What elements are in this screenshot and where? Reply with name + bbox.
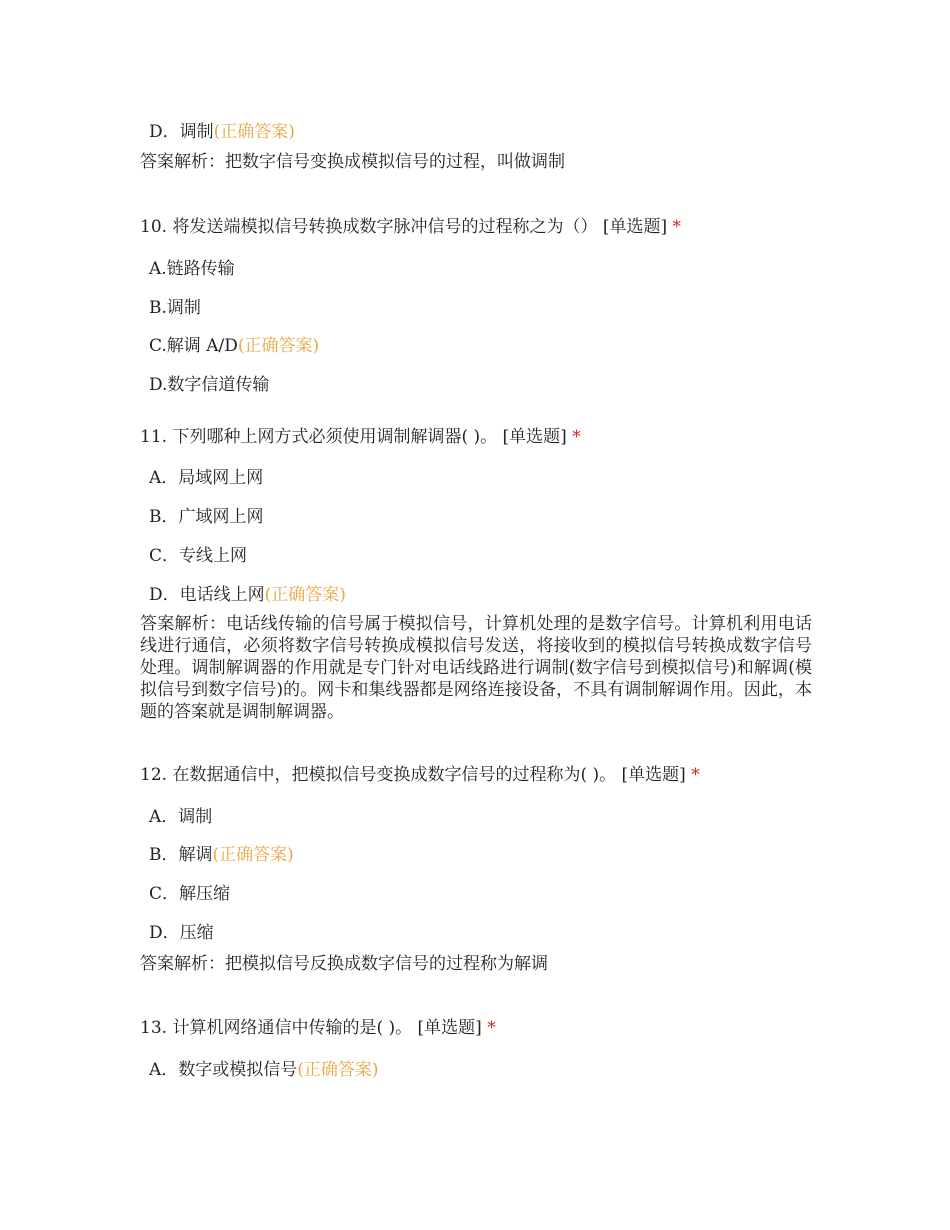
q11-explanation: 答案解析：电话线传输的信号属于模拟信号，计算机处理的是数字信号。计算机利用电话线进行通信，必须将数字信号转换成模拟信号发送，将接收到的模拟信号转换成数字信号处理。调制解调器的作用就是专门针对电话线路进行调制(数字信号到模拟信号)和解调(模拟信号到数字信号)的。网卡和集线器都是网络连接设备，不具有调制解调作用。因此，本题的答案就是调制解调器。 — [140, 614, 812, 722]
q10-option-c — [149, 336, 319, 356]
option-text: D．调制 — [149, 122, 214, 142]
q12-option-b — [149, 845, 294, 865]
question-text: 12. 在数据通信中，把模拟信号变换成数字信号的过程称为( )。 [单选题] — [140, 765, 686, 785]
q11-option-b: B．广域网上网 — [149, 507, 264, 527]
option-text: B．解调 — [149, 845, 213, 865]
q13-option-a — [149, 1060, 379, 1080]
prev-option-d — [149, 122, 295, 142]
q12-option-c: C．解压缩 — [149, 884, 231, 904]
question-12-title — [140, 765, 700, 785]
question-text: 13. 计算机网络通信中传输的是( )。 [单选题] — [140, 1018, 482, 1038]
q10-option-a: A.链路传输 — [149, 259, 235, 279]
question-text: 11. 下列哪种上网方式必须使用调制解调器( )。 [单选题] — [140, 427, 567, 447]
question-13-title — [140, 1018, 496, 1038]
q11-option-d — [149, 585, 346, 605]
option-text: D．电话线上网 — [149, 585, 265, 605]
q10-option-b: B.调制 — [149, 298, 201, 318]
q12-option-d: D．压缩 — [149, 923, 214, 943]
q11-option-c: C．专线上网 — [149, 546, 248, 566]
required-mark: * — [572, 427, 581, 447]
question-11-title — [140, 427, 581, 447]
question-10-title — [140, 217, 681, 237]
correct-answer-label: (正确答案) — [297, 1060, 379, 1080]
correct-answer-label: (正确答案) — [212, 845, 294, 865]
option-text: C.解调 A/D — [149, 336, 238, 356]
q11-option-a: A．局域网上网 — [149, 468, 264, 488]
required-mark: * — [672, 217, 682, 237]
q12-explanation: 答案解析：把模拟信号反换成数字信号的过程称为解调 — [140, 954, 548, 974]
prev-explanation: 答案解析：把数字信号变换成模拟信号的过程，叫做调制 — [140, 152, 565, 172]
correct-answer-label: (正确答案) — [213, 122, 295, 142]
correct-answer-label: (正确答案) — [237, 336, 320, 356]
required-mark: * — [487, 1018, 496, 1038]
question-text: 10. 将发送端模拟信号转换成数字脉冲信号的过程称之为（） [单选题] — [140, 217, 668, 237]
q12-option-a: A．调制 — [149, 807, 213, 827]
correct-answer-label: (正确答案) — [264, 585, 346, 605]
required-mark: * — [691, 765, 700, 785]
option-text: A．数字或模拟信号 — [149, 1060, 298, 1080]
q10-option-d: D.数字信道传输 — [149, 375, 270, 395]
